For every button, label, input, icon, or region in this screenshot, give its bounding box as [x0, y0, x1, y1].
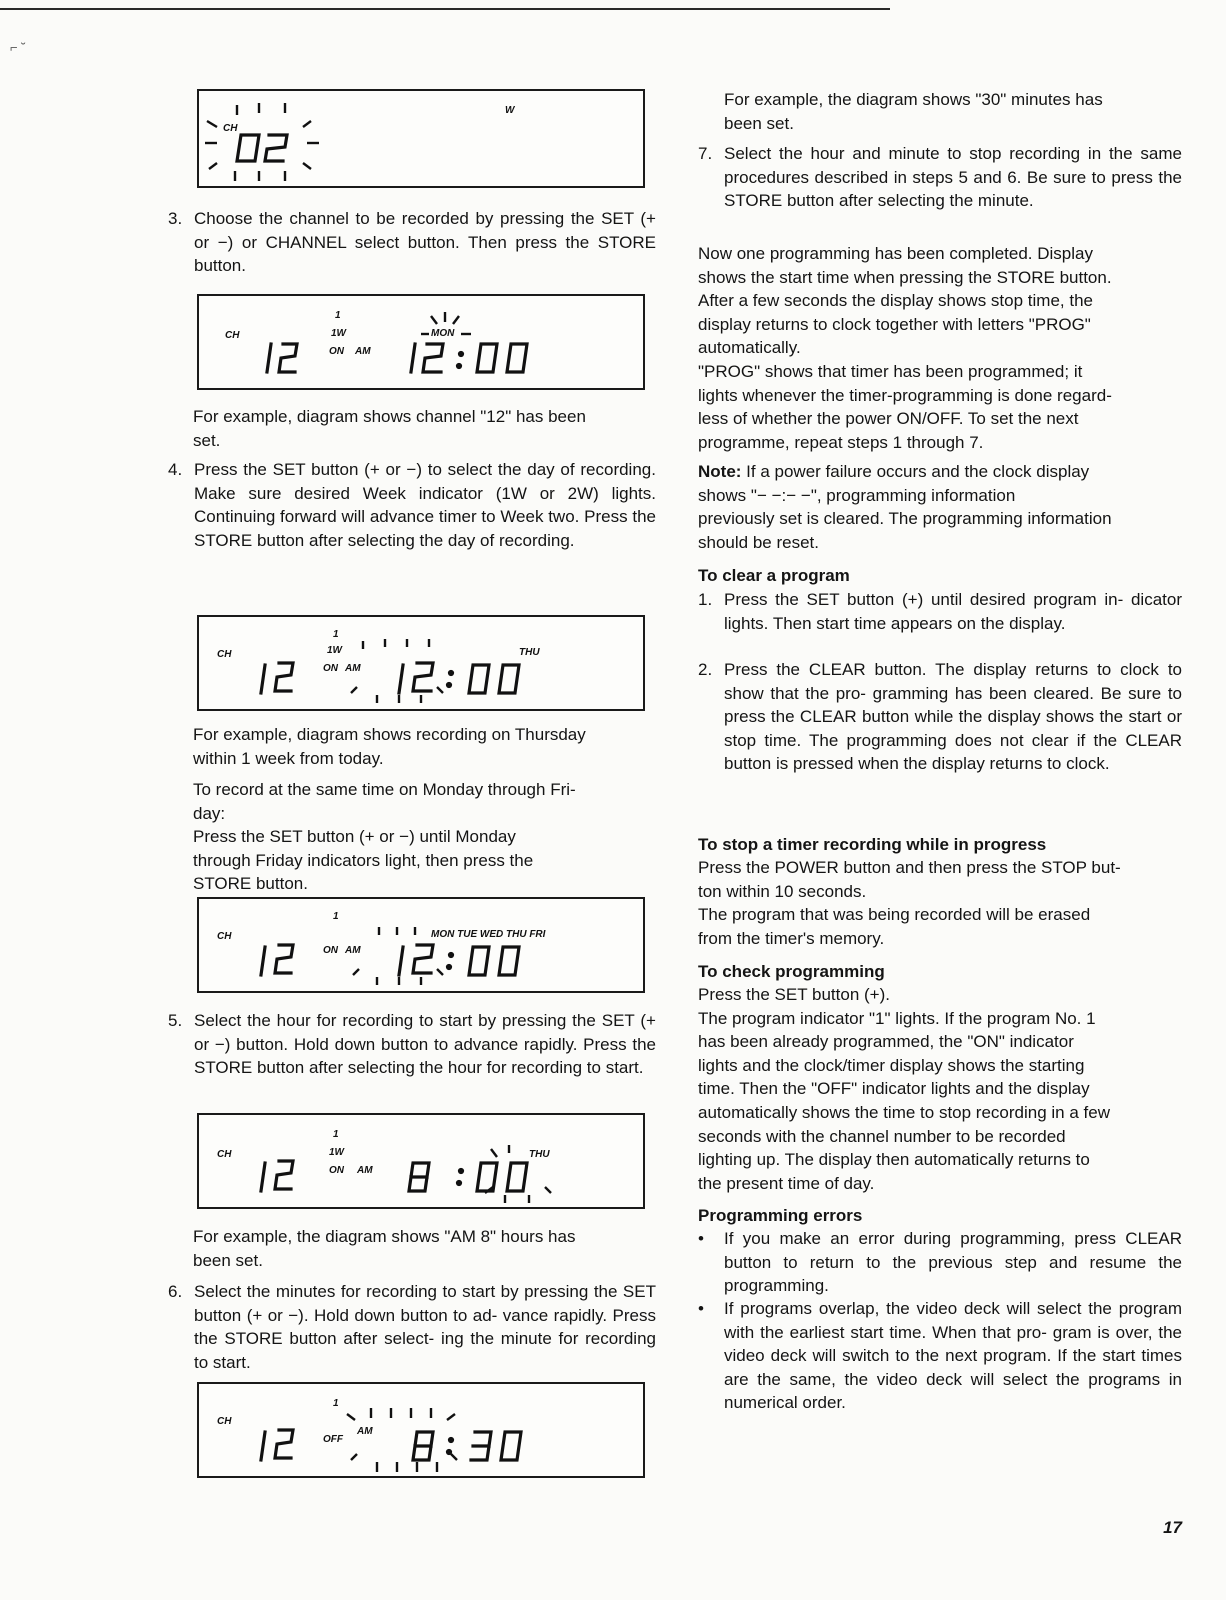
margin-mark: ⌐ ˘: [10, 40, 26, 55]
lcd-display-minutes-30: [197, 1382, 645, 1478]
svg-text:AM: AM: [357, 1165, 373, 1176]
svg-text:1: 1: [333, 911, 339, 922]
svg-text:CH: CH: [217, 931, 232, 942]
blink-rays-icon: [205, 103, 319, 181]
lcd-display-thursday: [197, 615, 645, 711]
svg-text:1: 1: [333, 1129, 339, 1140]
svg-text:CH: CH: [217, 1149, 232, 1160]
svg-text:ON: ON: [323, 945, 338, 956]
blink-rays-icon: [351, 639, 443, 703]
prog-indicator-text: "PROG" shows that timer has been programmed; it lights whenever the timer-programming is done regard- less of whether the power ON/OFF. To set the next programme, repeat steps 1 through 7.: [698, 362, 1112, 452]
svg-text:AM: AM: [355, 346, 371, 357]
example-5: For example, the diagram shows "AM 8" hours has been set.: [193, 1227, 576, 1270]
time-digits: [411, 344, 527, 372]
note: Note: If a power failure occurs and the clock display shows "− −:− −", programming information previously set is cleared. The programming information should be reset.: [698, 462, 1112, 552]
svg-text:OFF: OFF: [323, 1434, 343, 1445]
week-label: W: [505, 105, 515, 116]
svg-text:CH: CH: [217, 1416, 232, 1427]
page-number: 17: [1163, 1518, 1182, 1537]
svg-text:THU: THU: [519, 647, 540, 658]
svg-text:THU: THU: [529, 1149, 550, 1160]
svg-text:ON: ON: [329, 346, 344, 357]
heading-programming-errors: Programming errors: [698, 1206, 863, 1225]
channel-digits: [267, 344, 297, 372]
example-4: For example, diagram shows recording on Thursday within 1 week from today.: [193, 725, 586, 768]
svg-text:ON: ON: [329, 1165, 344, 1176]
svg-text:1: 1: [335, 310, 341, 321]
check-programming-text: Press the SET button (+). The program indicator "1" lights. If the program No. 1 has been already programmed, the "ON" indicator lights and the clock/timer display shows the starting time. Then the "OFF" indicator lights and the display automatically shows the time to stop recording in a few seconds with the channel number to be recorded lighting up. The display then automatically returns to the present time of day.: [698, 985, 1110, 1193]
top-rule: [0, 8, 890, 10]
svg-text:AM: AM: [345, 663, 361, 674]
svg-text:CH: CH: [225, 330, 240, 341]
programming-complete: Now one programming has been completed. Display shows the start time when pressing the STORE button. After a few seconds the display shows stop time, the display returns to clock together with letters "PROG" automatically.: [698, 244, 1112, 358]
svg-text:1: 1: [333, 629, 339, 640]
svg-text:1W: 1W: [331, 328, 346, 339]
svg-text:AM: AM: [345, 945, 361, 956]
example-3: For example, diagram shows channel "12" has been set.: [193, 407, 586, 450]
example-6: For example, the diagram shows "30" minutes has been set.: [724, 90, 1103, 133]
bullet-icon: •: [698, 1299, 704, 1318]
heading-clear-program: To clear a program: [698, 566, 850, 585]
svg-text:AM: AM: [357, 1426, 373, 1437]
ch-label: CH: [223, 123, 238, 134]
lcd-display-am-8: [197, 1113, 645, 1209]
stop-timer-text: Press the POWER button and then press the STOP but- ton within 10 seconds. The program that was being recorded will be erased from the timer's memory.: [698, 858, 1121, 948]
svg-text:1W: 1W: [329, 1147, 344, 1158]
heading-stop-timer: To stop a timer recording while in progress: [698, 835, 1047, 854]
lcd-display-mon-fri: [197, 897, 645, 993]
lcd-display-channel-12: [197, 294, 645, 390]
blink-rays-icon: [347, 1408, 457, 1472]
monday-friday-instructions: To record at the same time on Monday through Fri- day: Press the SET button (+ or −) until Monday through Friday indicators light, then press the STORE button.: [193, 780, 576, 894]
heading-check-programming: To check programming: [698, 962, 885, 981]
svg-text:ON: ON: [323, 663, 338, 674]
svg-text:MON TUE WED THU FRI: MON TUE WED THU FRI: [431, 929, 546, 940]
channel-digits: [237, 135, 287, 161]
svg-text:MON: MON: [431, 328, 455, 339]
svg-text:1: 1: [333, 1398, 339, 1409]
svg-text:CH: CH: [217, 649, 232, 660]
lcd-display-channel-blink: [197, 89, 645, 188]
bullet-icon: •: [698, 1229, 704, 1248]
svg-text:1W: 1W: [327, 645, 342, 656]
